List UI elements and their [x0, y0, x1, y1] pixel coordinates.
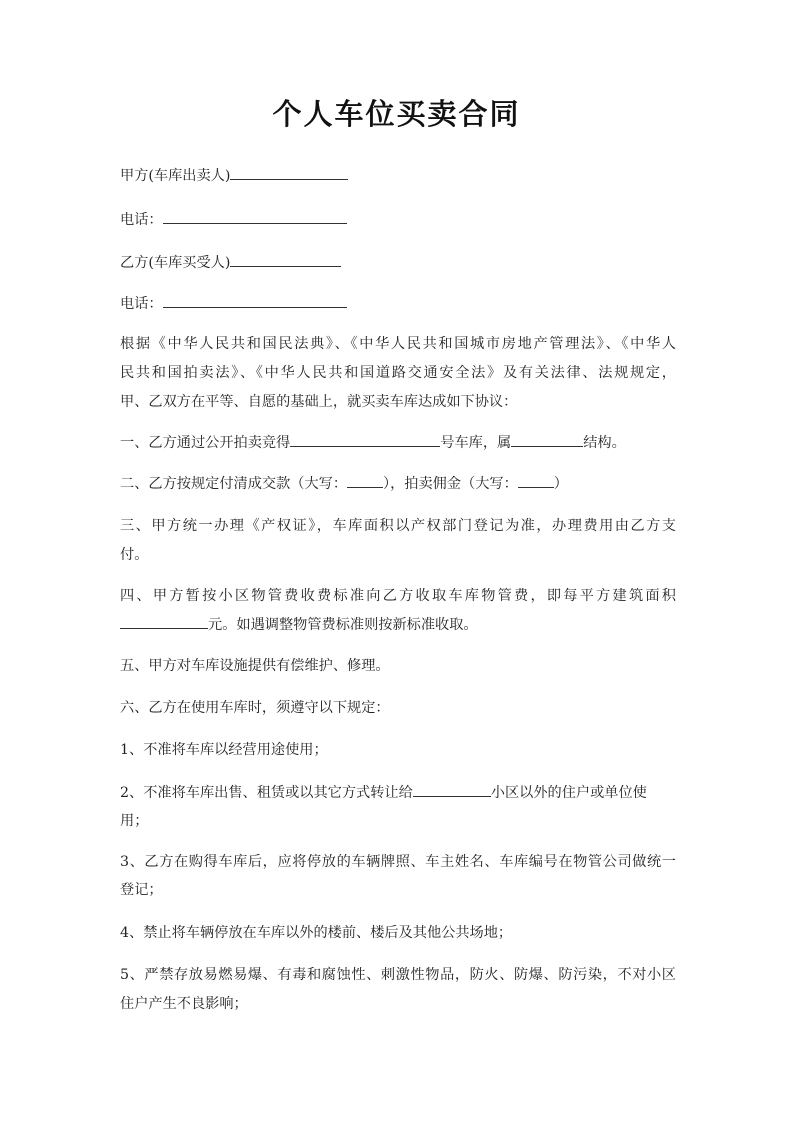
phone-b-blank[interactable]: [163, 292, 347, 308]
party-b-line: [120, 250, 676, 276]
garage-number-blank[interactable]: [290, 431, 440, 447]
party-a-label: 甲方(车库出卖人): [120, 168, 231, 184]
rule-3-line-1: 3、乙方在购得车库后，应将停放的车辆牌照、车主姓名、车库编号在物管公司做统一: [120, 854, 676, 870]
structure-blank[interactable]: [511, 431, 583, 447]
party-b-name-blank[interactable]: [230, 251, 341, 267]
party-a-name-blank[interactable]: [230, 164, 348, 180]
phone-a-line: [120, 207, 676, 233]
phone-b-label: 电话：: [120, 296, 163, 312]
clause-5: 五、甲方对车库设施提供有偿维护、修理。: [120, 658, 390, 674]
clause-1-text-c: 结构。: [583, 435, 626, 451]
clause-3-line-2: 付。: [120, 547, 149, 563]
clause-6: 六、乙方在使用车库时，须遵守以下规定：: [120, 700, 390, 716]
phone-b-line: [120, 291, 676, 317]
clause-4-line-1: 四、甲方暂按小区物管费收费标准向乙方收取车库物管费，即每平方建筑面积: [120, 588, 676, 604]
rule-2-text-a: 2、不准将车库出售、租赁或以其它方式转让给: [120, 785, 413, 801]
rule-1: 1、不准将车库以经营用途使用；: [120, 742, 328, 758]
rule-2-line-2: 用；: [120, 813, 149, 829]
preamble-line-1: 根据《中华人民共和国民法典》、《中华人民共和国城市房地产管理法》、《中华人: [120, 336, 676, 352]
rule-2-line-1: [120, 780, 676, 806]
rule-5-line-1: 5、严禁存放易燃易爆、有毒和腐蚀性、刺激性物品，防火、防爆、防污染，不对小区: [120, 967, 676, 983]
clause-2-text-c: ）: [553, 476, 568, 492]
rule-4: 4、禁止将车辆停放在车库以外的楼前、楼后及其他公共场地；: [120, 925, 513, 941]
phone-a-blank[interactable]: [163, 208, 347, 224]
rule-3-line-2: 登记；: [120, 882, 163, 898]
clause-3-line-1: 三、甲方统一办理《产权证》，车库面积以产权部门登记为准，办理费用由乙方支: [120, 518, 676, 534]
clause-4-line-2: [120, 612, 676, 638]
phone-a-label: 电话：: [120, 212, 163, 228]
preamble-line-3: 甲、乙双方在平等、自愿的基础上，就买卖车库达成如下协议：: [120, 394, 518, 410]
party-b-label: 乙方(车库买受人): [120, 255, 231, 271]
clause-1-text-b: 号车库，属: [440, 435, 512, 451]
clause-2-text-b: ），拍卖佣金（大写：: [383, 476, 518, 492]
commission-amount-blank[interactable]: [518, 472, 554, 488]
management-fee-blank[interactable]: [120, 613, 208, 629]
preamble-line-2: 民共和国拍卖法》、《中华人民共和国道路交通安全法》及有关法律、法规规定，: [120, 365, 676, 381]
community-name-blank[interactable]: [413, 781, 491, 797]
clause-4-text-b: 元。如遇调整物管费标准则按新标准收取。: [208, 617, 478, 633]
clause-1-text-a: 一、乙方通过公开拍卖竞得: [120, 435, 291, 451]
transaction-amount-blank[interactable]: [347, 472, 383, 488]
clause-2-text-a: 二、乙方按规定付清成交款（大写：: [120, 476, 348, 492]
rule-5-line-2: 住户产生不良影响；: [120, 996, 248, 1012]
clause-2: [120, 471, 676, 497]
document-title: 个人车位买卖合同: [272, 97, 521, 131]
rule-2-text-b: 小区以外的住户或单位使: [490, 785, 647, 801]
clause-1: [120, 430, 676, 456]
party-a-line: [120, 163, 676, 189]
